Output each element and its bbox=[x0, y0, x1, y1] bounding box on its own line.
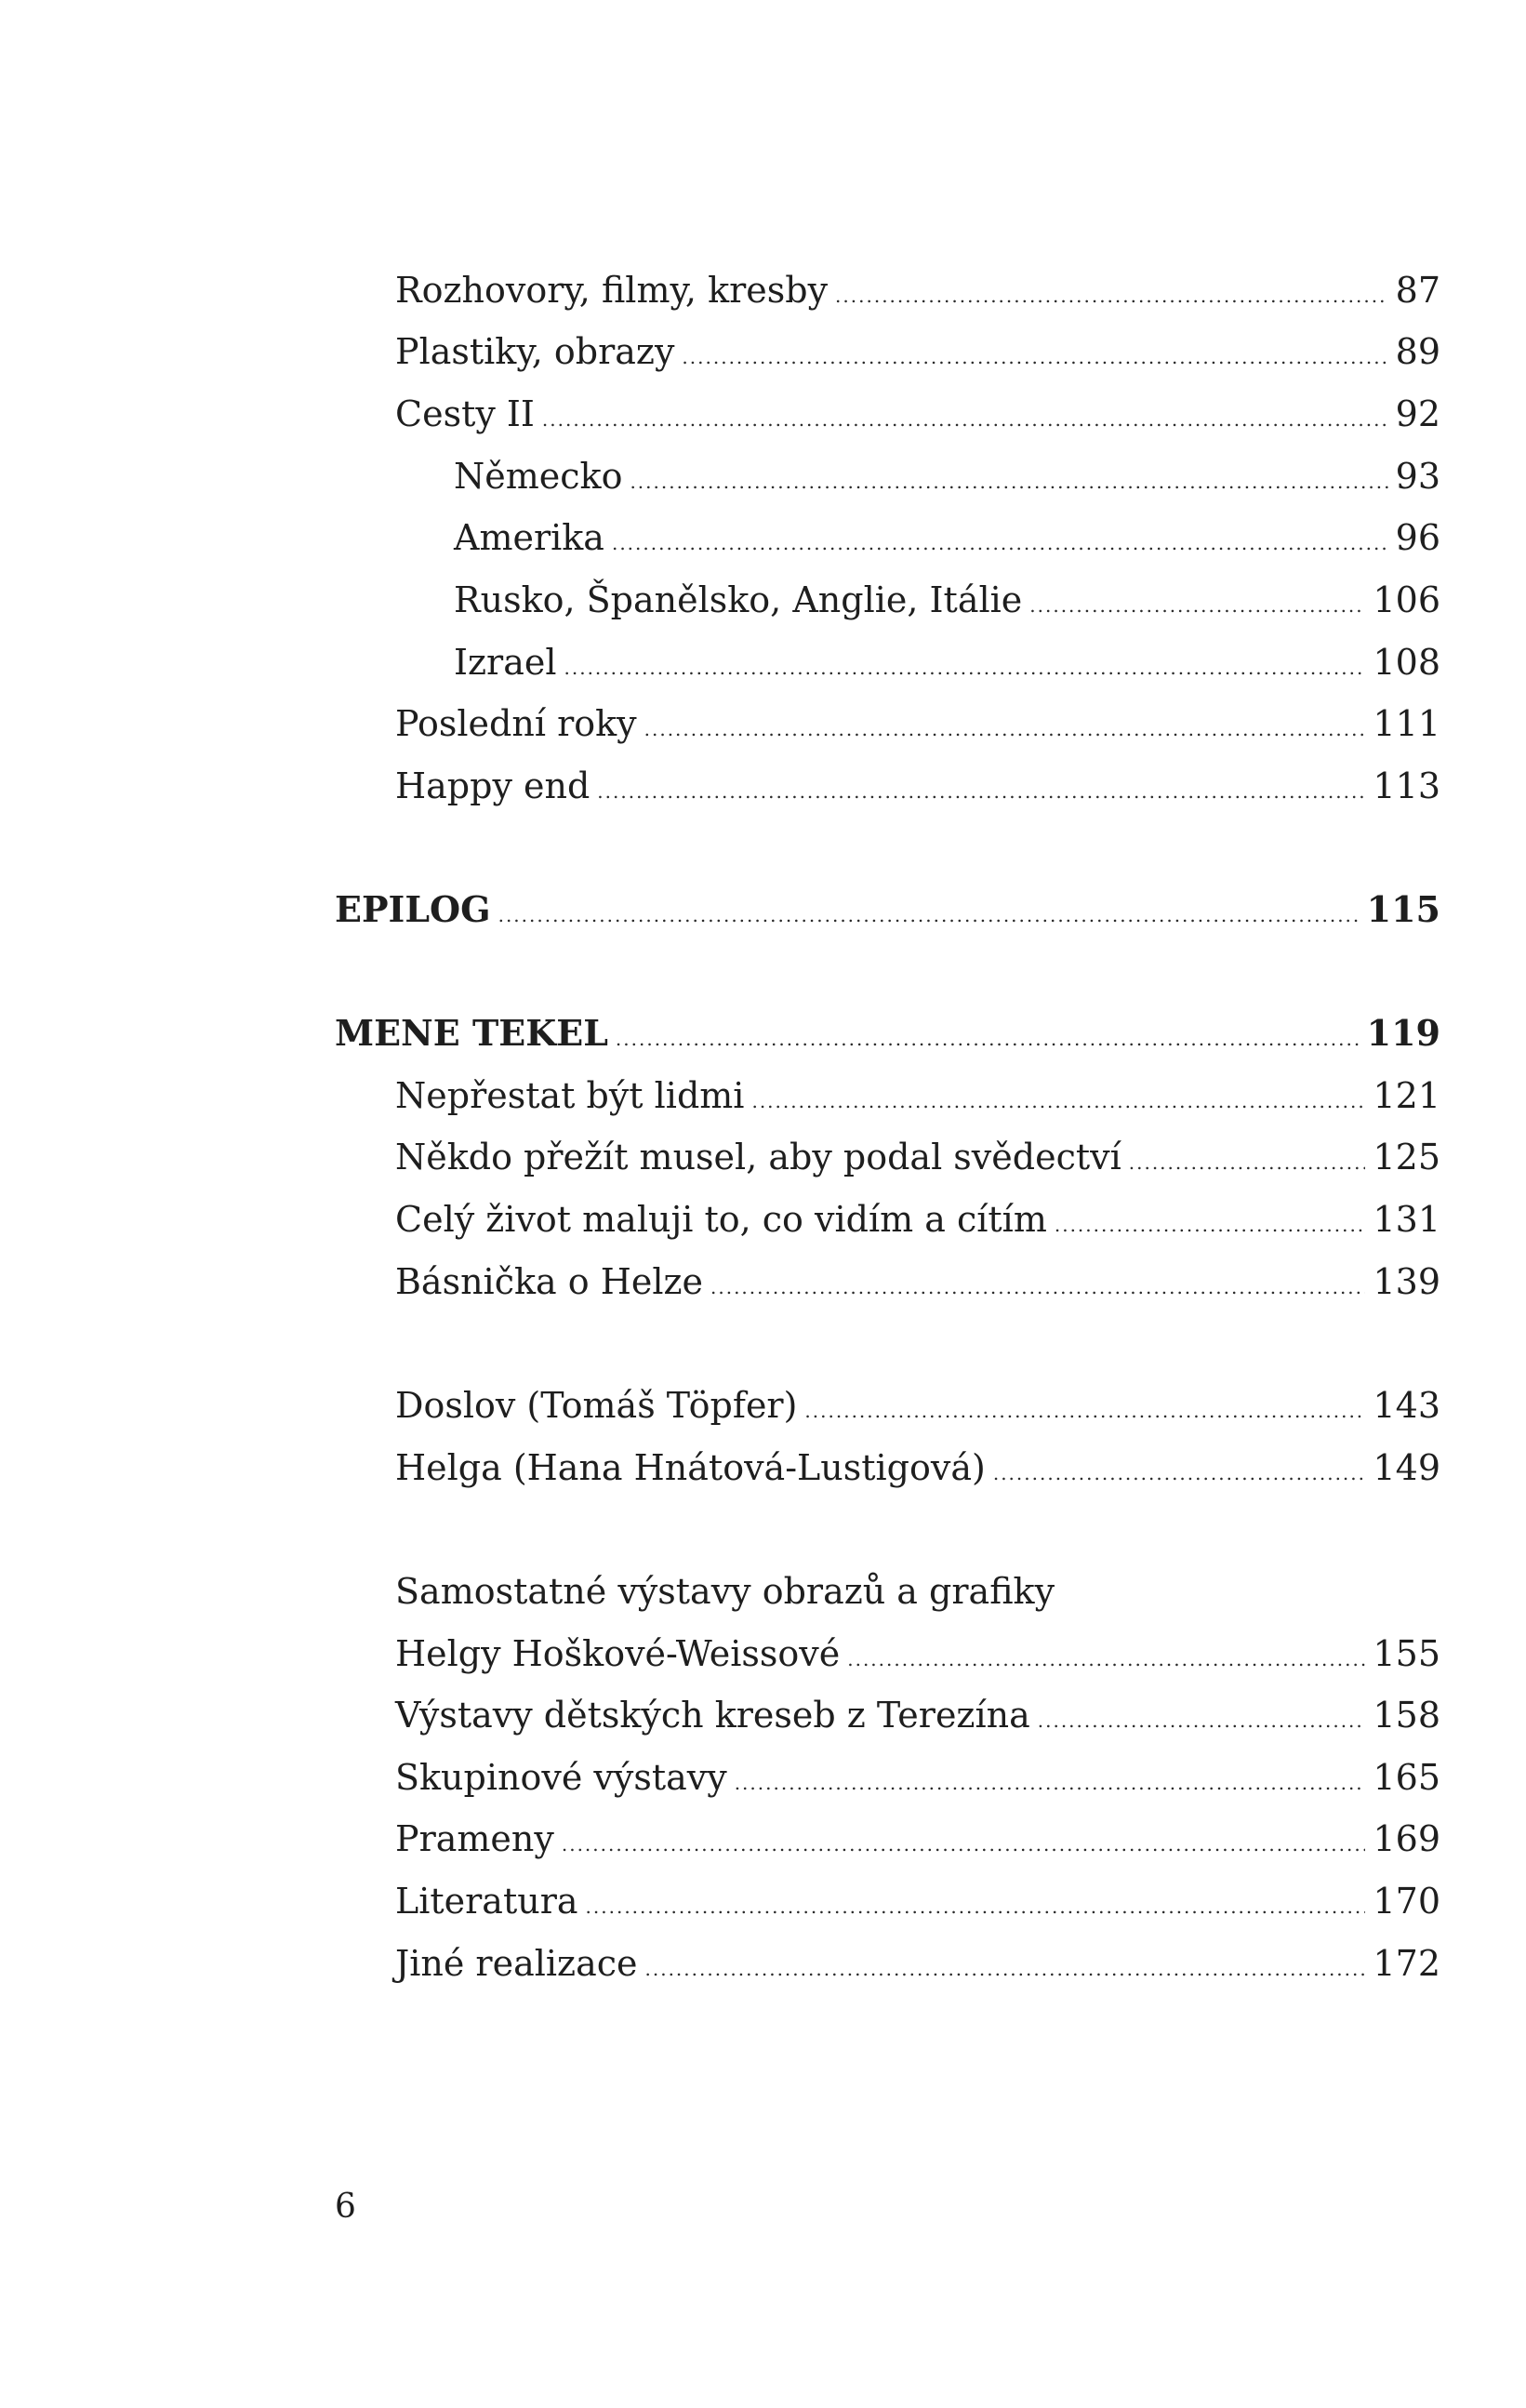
toc-entry-title: Amerika bbox=[454, 517, 604, 558]
toc-entry bbox=[0, 1749, 1526, 1805]
leader-dots bbox=[804, 1383, 1365, 1439]
leader-dots bbox=[1129, 1135, 1366, 1191]
toc-entry-title: Jiné realizace bbox=[395, 1943, 638, 1984]
leader-dots bbox=[682, 329, 1387, 385]
toc-entry-title: EPILOG bbox=[335, 888, 491, 930]
toc-entry-title: Cesty II bbox=[395, 393, 535, 434]
toc-entry-title: Happy end bbox=[395, 765, 590, 806]
toc-entry-page: 172 bbox=[1373, 1943, 1440, 1984]
toc-entry-page: 165 bbox=[1373, 1757, 1440, 1798]
leader-dots bbox=[542, 392, 1388, 447]
toc-section-heading bbox=[0, 1005, 1526, 1061]
toc-entry-page: 96 bbox=[1395, 517, 1440, 558]
toc-entry bbox=[0, 1129, 1526, 1185]
toc-entry-page: 89 bbox=[1395, 331, 1440, 372]
toc-entry-page: 113 bbox=[1373, 765, 1440, 806]
leader-dots bbox=[562, 1816, 1366, 1872]
toc-entry-page: 158 bbox=[1373, 1695, 1440, 1736]
leader-dots bbox=[1038, 1693, 1366, 1749]
toc-entry bbox=[0, 510, 1526, 565]
toc-entry-title: Plastiky, obrazy bbox=[395, 331, 675, 372]
toc-entry-page: 170 bbox=[1373, 1881, 1440, 1922]
leader-dots bbox=[616, 1011, 1360, 1067]
leader-dots bbox=[735, 1755, 1366, 1811]
toc-entry-title: Výstavy dětských kreseb z Terezína bbox=[395, 1695, 1030, 1736]
toc-entry-title: Německo bbox=[454, 456, 623, 497]
leader-dots bbox=[1029, 578, 1365, 633]
toc-entry-page: 149 bbox=[1373, 1447, 1440, 1488]
toc-entry-page: 125 bbox=[1373, 1137, 1440, 1177]
leader-dots bbox=[498, 887, 1360, 943]
toc-entry-title: MENE TEKEL bbox=[335, 1012, 608, 1054]
toc-entry-page: 108 bbox=[1373, 642, 1440, 683]
toc-section-heading bbox=[0, 882, 1526, 938]
toc-entry bbox=[0, 572, 1526, 628]
toc-entry-page: 87 bbox=[1395, 270, 1440, 311]
toc-entry-page: 139 bbox=[1373, 1261, 1440, 1302]
toc-entry bbox=[0, 448, 1526, 504]
toc-entry bbox=[0, 1811, 1526, 1867]
toc-entry bbox=[0, 1687, 1526, 1743]
leader-dots bbox=[586, 1879, 1366, 1935]
toc-entry bbox=[0, 1626, 1526, 1682]
toc-entry bbox=[0, 1377, 1526, 1433]
toc-entry bbox=[0, 1254, 1526, 1310]
page-number: 6 bbox=[335, 2188, 356, 2226]
toc-entry bbox=[0, 1068, 1526, 1124]
leader-dots bbox=[710, 1259, 1365, 1315]
toc-entry-title: Helga (Hana Hnátová-Lustigová) bbox=[395, 1447, 986, 1488]
leader-dots bbox=[993, 1445, 1366, 1501]
toc-entry bbox=[0, 324, 1526, 379]
leader-dots bbox=[644, 701, 1366, 757]
toc-entry-title-line: Samostatné výstavy obrazů a grafiky bbox=[395, 1571, 1055, 1612]
toc-entry-title: Nepřestat být lidmi bbox=[395, 1075, 745, 1116]
toc-entry-title: Rozhovory, filmy, kresby bbox=[395, 270, 829, 311]
toc-entry bbox=[0, 386, 1526, 442]
toc-entry-page: 106 bbox=[1373, 579, 1440, 620]
toc-entry-page: 111 bbox=[1373, 703, 1440, 744]
toc-entry-page: 93 bbox=[1395, 456, 1440, 497]
leader-dots bbox=[597, 764, 1365, 819]
toc-entry bbox=[0, 634, 1526, 690]
leader-dots bbox=[1055, 1197, 1366, 1253]
leader-dots bbox=[751, 1073, 1365, 1129]
toc-entry bbox=[0, 1440, 1526, 1496]
toc-entry-title: Celý život maluji to, co vidím a cítím bbox=[395, 1199, 1047, 1240]
toc-entry-page: 169 bbox=[1373, 1818, 1440, 1859]
toc-entry-page: 155 bbox=[1373, 1633, 1440, 1674]
toc-entry-title: Helgy Hoškové-Weissové bbox=[395, 1633, 841, 1674]
toc-entry-title: Izrael bbox=[454, 642, 557, 683]
toc-entry bbox=[0, 1873, 1526, 1929]
toc-entry-title: Doslov (Tomáš Töpfer) bbox=[395, 1385, 798, 1426]
leader-dots bbox=[645, 1941, 1366, 1997]
toc-entry-title: Básnička o Helze bbox=[395, 1261, 703, 1302]
leader-dots bbox=[564, 640, 1366, 696]
toc-entry-page: 115 bbox=[1366, 888, 1440, 930]
leader-dots bbox=[847, 1631, 1365, 1687]
toc-entry-title: Literatura bbox=[395, 1881, 578, 1922]
toc-entry-page: 119 bbox=[1366, 1012, 1440, 1054]
toc-entry bbox=[0, 1191, 1526, 1247]
toc-entry bbox=[0, 262, 1526, 318]
toc-entry-page: 121 bbox=[1373, 1075, 1440, 1116]
toc-entry-title: Rusko, Španělsko, Anglie, Itálie bbox=[454, 579, 1023, 620]
toc-entry-title: Poslední roky bbox=[395, 703, 637, 744]
toc-entry-page: 92 bbox=[1395, 393, 1440, 434]
toc-entry bbox=[0, 696, 1526, 752]
toc-entry bbox=[0, 758, 1526, 814]
leader-dots bbox=[835, 268, 1388, 324]
toc-entry-page: 131 bbox=[1373, 1199, 1440, 1240]
toc-entry-title: Prameny bbox=[395, 1818, 554, 1859]
toc-entry-title: Skupinové výstavy bbox=[395, 1757, 727, 1798]
leader-dots bbox=[630, 454, 1387, 510]
toc-entry-title: Někdo přežít musel, aby podal svědectví bbox=[395, 1137, 1121, 1177]
toc-entry-page: 143 bbox=[1373, 1385, 1440, 1426]
toc-entry bbox=[0, 1936, 1526, 1991]
leader-dots bbox=[612, 515, 1388, 571]
